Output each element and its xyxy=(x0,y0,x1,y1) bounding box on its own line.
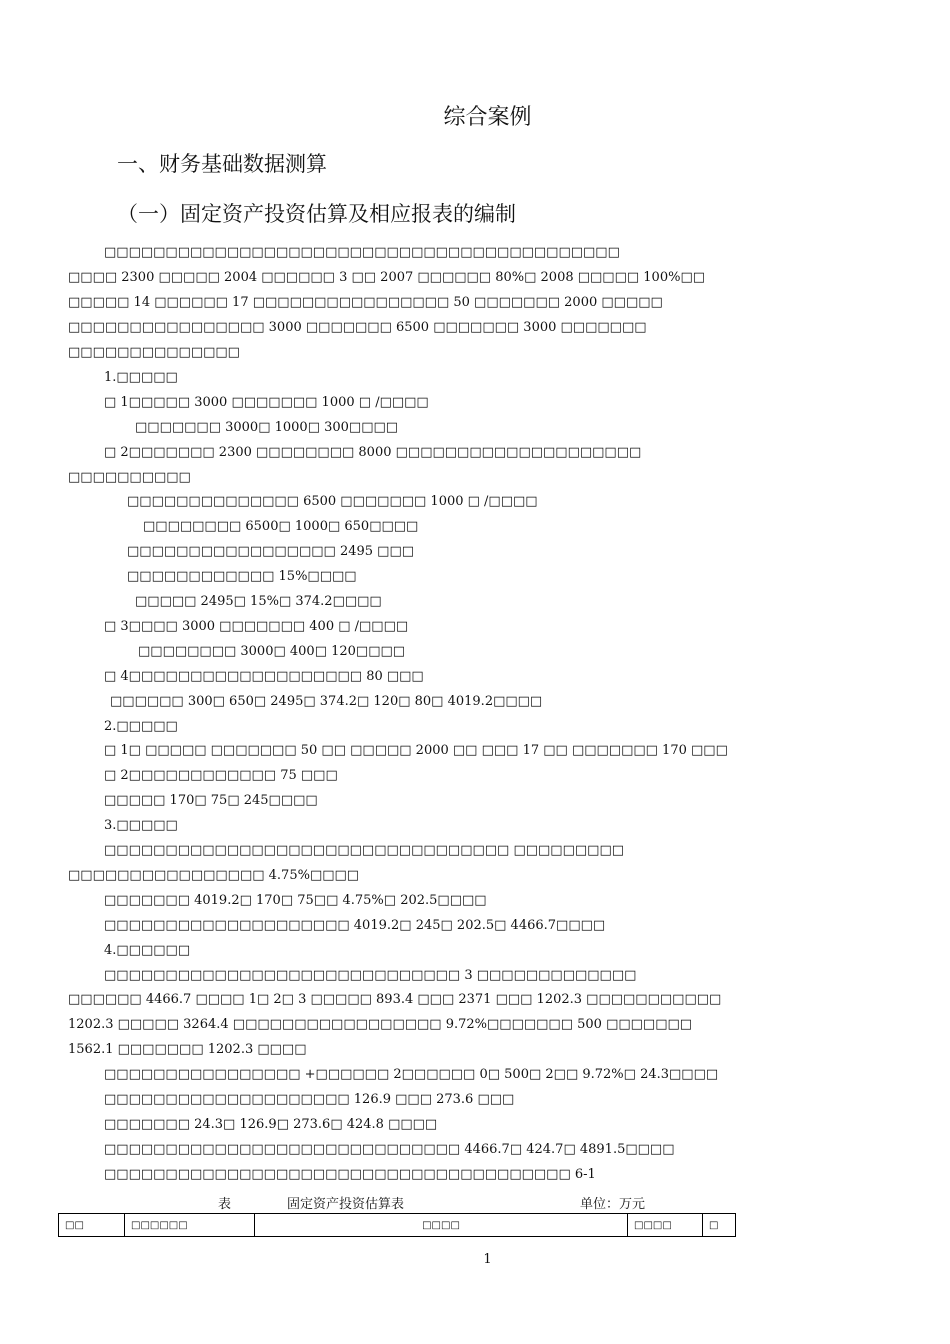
body-line: □□□□□□□□□□□□□□□□□□□□□□□□□□□□□□□□□ □□□□□□□□□ xyxy=(104,843,625,858)
body-line: 1.□□□□□ xyxy=(104,370,178,385)
body-line: □□□□□□□ 4019.2□ 170□ 75□□ 4.75%□ 202.5□□□□ xyxy=(104,893,487,908)
body-line: □ 2□□□□□□□□□□□□ 75 □□□ xyxy=(104,768,338,783)
table-caption-unit: 单位：万元 xyxy=(580,1197,646,1212)
body-line: □□□□□□ 300□ 650□ 2495□ 374.2□ 120□ 80□ 4019.2□□□□ xyxy=(110,694,543,709)
body-line: □□□□□□□□ 6500□ 1000□ 650□□□□ xyxy=(143,519,419,534)
body-line: □ 1□□□□□ 3000 □□□□□□□ 1000 □ /□□□□ xyxy=(104,395,429,410)
page-number: 1 xyxy=(483,1252,492,1267)
body-line: □□□□□□□□□□□□□□□□ 4.75%□□□□ xyxy=(68,868,360,883)
body-line: 1202.3 □□□□□ 3264.4 □□□□□□□□□□□□□□□□□ 9.72%□□□□□□□ 500 □□□□□□□ xyxy=(68,1017,693,1032)
page-title: 综合案例 xyxy=(443,105,532,130)
body-line: 4.□□□□□□ xyxy=(104,943,191,958)
body-line: □ 1□ □□□□□ □□□□□□□ 50 □□ □□□□□ 2000 □□ □□□ 17 □□ □□□□□□□ 170 □□□ xyxy=(104,743,728,758)
body-line: □□□□□ 2495□ 15%□ 374.2□□□□ xyxy=(135,594,382,609)
body-line: □□□□□□□□□□ xyxy=(68,470,191,485)
body-line: □□□□□□□□□□□□□□□□□□□□□□□□□□□□□□□□□□□□□□ 6-1 xyxy=(104,1167,596,1182)
section-heading: 一、财务基础数据测算 xyxy=(117,152,327,176)
table-caption-label: 表 xyxy=(218,1197,232,1212)
body-line: □□□□□□□ 3000□ 1000□ 300□□□□ xyxy=(135,420,399,435)
body-line: □□□□□□□□□□□□□□□□ 3000 □□□□□□□ 6500 □□□□□□□ 3000 □□□□□□□ xyxy=(68,320,647,335)
body-line: □□□□□ 170□ 75□ 245□□□□ xyxy=(104,793,318,808)
table-header-row xyxy=(59,1214,736,1237)
body-line: □ 3□□□□ 3000 □□□□□□□ 400 □ /□□□□ xyxy=(104,619,409,634)
body-line: □□□□□□□□□□□□□□ xyxy=(68,345,240,360)
body-line: 3.□□□□□ xyxy=(104,818,178,833)
table-header-cell: □□□□ xyxy=(255,1214,628,1237)
body-line: □□□□□□□□□□□□□□□□□□□□□□□□□□□□□ 3 □□□□□□□□□□□□□ xyxy=(104,968,637,983)
table-header-cell: □□□□□□ xyxy=(125,1214,255,1237)
body-line: □□□□□□□□□□□□□□□□ +□□□□□□ 2□□□□□□ 0□ 500□ 2□□ 9.72%□ 24.3□□□□ xyxy=(104,1067,719,1082)
body-line: □□□□□□□□□□□□□□ 6500 □□□□□□□ 1000 □ /□□□□ xyxy=(127,494,538,509)
body-line: □□□□□□□□□□□□□□□□□□□□ 4019.2□ 245□ 202.5□ 4466.7□□□□ xyxy=(104,918,606,933)
body-line: □□□□□□□□□□□□□□□□□□□□□□□□□□□□□□□□□□□□□□□□□□ xyxy=(104,245,620,260)
body-line: □□□□□□□□□□□□ 15%□□□□ xyxy=(127,569,357,584)
body-line: 1562.1 □□□□□□□ 1202.3 □□□□ xyxy=(68,1042,307,1057)
body-line: 2.□□□□□ xyxy=(104,719,178,734)
body-line: □□□□ 2300 □□□□□ 2004 □□□□□□ 3 □□ 2007 □□□□□□ 80%□ 2008 □□□□□ 100%□□ xyxy=(68,270,706,285)
body-line: □□□□□□□ 24.3□ 126.9□ 273.6□ 424.8 □□□□ xyxy=(104,1117,438,1132)
table-header-cell: □□□□ xyxy=(628,1214,703,1237)
table-caption-title: 固定资产投资估算表 xyxy=(287,1197,405,1212)
body-line: □ 4□□□□□□□□□□□□□□□□□□□ 80 □□□ xyxy=(104,669,424,684)
body-line: □□□□□□ 4466.7 □□□□ 1□ 2□ 3 □□□□□ 893.4 □□□ 2371 □□□ 1202.3 □□□□□□□□□□□ xyxy=(68,992,722,1007)
body-line: □□□□□□□□□□□□□□□□□□□□ 126.9 □□□ 273.6 □□□ xyxy=(104,1092,515,1107)
table-header-cell: □□ xyxy=(59,1214,125,1237)
investment-estimate-table xyxy=(58,1213,736,1237)
body-line: □□□□□□□□□□□□□□□□□ 2495 □□□ xyxy=(127,544,415,559)
subsection-heading: （一）固定资产投资估算及相应报表的编制 xyxy=(117,202,516,226)
body-line: □□□□□□□□ 3000□ 400□ 120□□□□ xyxy=(138,644,406,659)
table-header-cell: □ xyxy=(703,1214,736,1237)
body-line: □ 2□□□□□□□ 2300 □□□□□□□□ 8000 □□□□□□□□□□□□□□□□□□□□ xyxy=(104,445,642,460)
body-line: □□□□□ 14 □□□□□□ 17 □□□□□□□□□□□□□□□□ 50 □□□□□□□ 2000 □□□□□ xyxy=(68,295,663,310)
body-line: □□□□□□□□□□□□□□□□□□□□□□□□□□□□□ 4466.7□ 424.7□ 4891.5□□□□ xyxy=(104,1142,675,1157)
